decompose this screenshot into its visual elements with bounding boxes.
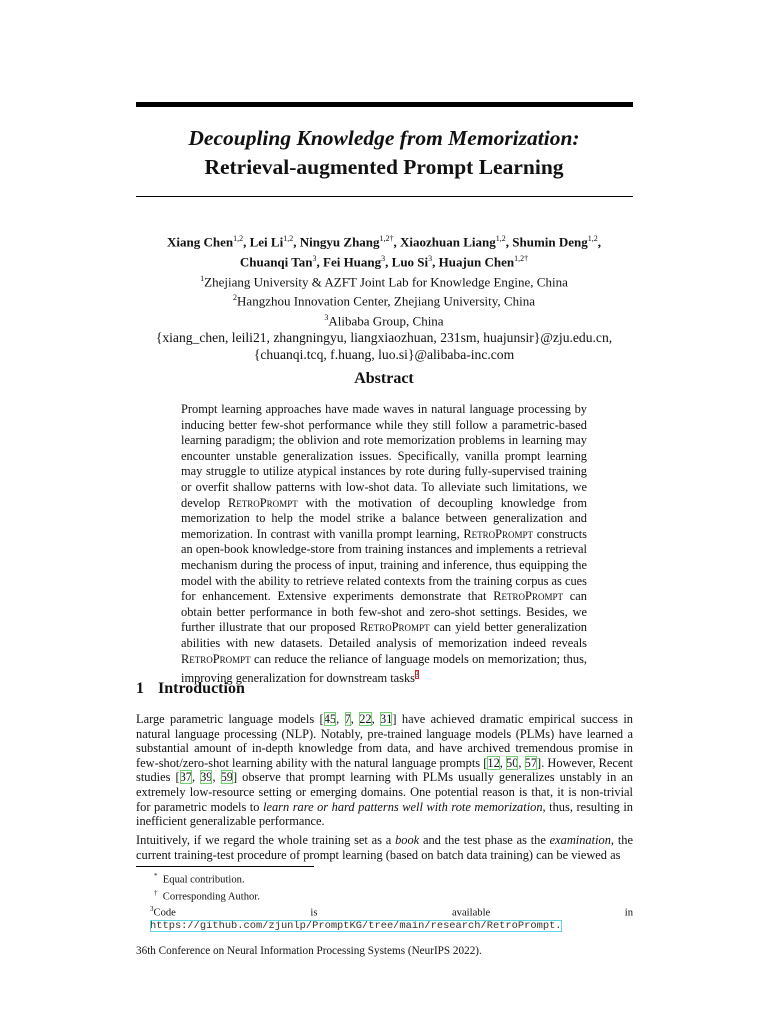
citation-link[interactable]: 37: [179, 770, 192, 785]
footnote-corresponding: † Corresponding Author.: [154, 888, 260, 903]
author-block: [0, 231, 768, 363]
section-title: Introduction: [158, 680, 245, 697]
abstract-heading: Abstract: [354, 370, 414, 387]
intro-paragraph-1: Large parametric language models [45, 7, 22, 31] have achieved dramatic empirical success in natural language processing (NLP). Notably, pre-trained language models (PLMs) have learned a substantial amount of in-depth knowledge from data, and have archived tremendous promise in few-shot/zero-shot learning ability with the natural language prompts [12, 50, 57]. However, Recent studies [37, 39, 59] observe that prompt learning with PLMs usually generalizes unstably in an extremely low-resource setting or emerging domains. One potential reason is that, it is non-trivial for parametric models to learn rare or hard patterns well with rote memorization, thus, resulting in inefficient generalizable performance.: [136, 712, 634, 829]
footnote-equal: * Equal contribution.: [154, 872, 245, 886]
section-heading: [136, 680, 245, 698]
citation-link[interactable]: 12: [487, 755, 500, 770]
author-name: Luo Si: [391, 254, 429, 270]
author-line-2: Chuanqi Tan$^3$, Fei Huang$^3$, Luo Si$^3$, Huajun Chen$^{1,2\dagger}$: [239, 253, 529, 270]
author-name: Xiaozhuan Liang: [400, 234, 496, 250]
method-name: RetroPrompt: [493, 589, 563, 604]
author-name: Chuanqi Tan: [239, 254, 313, 270]
author-line-1: Xiang Chen$^{1,2}$, Lei Li$^{1,2}$, Ningyu Zhang$^{1,2\dagger}$, Xiaozhuan Liang$^{1,2}$, Shumin Deng$^{1,2}$,: [166, 234, 602, 250]
method-name: RetroPrompt: [359, 620, 430, 635]
method-name: RetroPrompt: [228, 495, 298, 510]
citation-link[interactable]: 59: [220, 770, 233, 785]
code-link[interactable]: https://github.com/zjunlp/PromptKG/tree/main/research/RetroPrompt.: [150, 920, 562, 933]
citation-link[interactable]: 57: [524, 755, 538, 770]
email-line-1: {xiang_chen, leili21, zhangningyu, liangxiaozhuan, 231sm, huajunsir}@zju.edu.cn,: [155, 330, 613, 346]
top-rule: [136, 102, 633, 107]
author-name: Huajun Chen: [438, 254, 515, 270]
title-line-1: Decoupling Knowledge from Memorization:: [188, 126, 580, 150]
title-rule: [136, 196, 633, 197]
intro-paragraph-2: Intuitively, if we regard the whole training set as a book and the test phase as the examination, the current training-test procedure of prompt learning (based on batch data training) can be viewed as: [136, 833, 633, 862]
citation-link[interactable]: 22: [359, 712, 372, 726]
venue-line: 36th Conference on Neural Information Processing Systems (NeurIPS 2022).: [136, 945, 482, 957]
author-name: Ningyu Zhang: [299, 234, 380, 250]
author-name: Fei Huang: [323, 254, 382, 270]
paper-title: [0, 124, 768, 182]
abstract-body: Prompt learning approaches have made waves in natural language processing by inducing better few-shot performance while they still follow a parametric-based learning paradigm; the oblivion and rote memorization problems in learning may encounter unstable generalization issues. Specifically, vanilla prompt learning may struggle to utilize atypical instances by rote during fully-supervised training or overfit shallow patterns with low-shot data. To alleviate such limitations, we develop RetroPrompt with the motivation of decoupling knowledge from memorization to help the model strike a balance between generalization and memorization. In contrast with vanilla prompt learning, RetroPrompt constructs an open-book knowledge-store from training instances and implements a retrieval mechanism during the process of input, training and inference, thus equipping the model with the ability to retrieve related contexts from the training corpus as cues for enhancement. Extensive experiments demonstrate that RetroPrompt can obtain better performance in both few-shot and zero-shot settings. Besides, we further illustrate that our proposed RetroPrompt can yield better generalization abilities with new datasets. Detailed analysis of memorization indeed reveals RetroPrompt can reduce the reliance of language models on memorization; thus, improving generalization for downstream tasks$^3$: [181, 402, 587, 686]
affiliation-2: $^2$Hangzhou Innovation Center, Zhejiang University, China: [233, 293, 535, 309]
footnote-code: $^3$Code is available in https://github.com/zjunlp/PromptKG/tree/main/research/RetroPrompt.: [150, 905, 633, 933]
method-name: RetroPrompt: [181, 651, 251, 666]
footnotes: [136, 870, 633, 932]
title-line-2: Retrieval-augmented Prompt Learning: [204, 155, 564, 179]
citation-link[interactable]: 7: [344, 712, 351, 726]
footnote-rule: [136, 866, 314, 867]
citation-link[interactable]: 31: [380, 712, 393, 726]
affiliation-1: $^1$Zhejiang University & AZFT Joint Lab for Knowledge Engine, China: [200, 273, 568, 289]
email-line-2: {chuanqi.tcq, f.huang, luo.si}@alibaba-inc.com: [253, 346, 515, 362]
footnote-link[interactable]: 3: [414, 670, 419, 680]
citation-link[interactable]: 50: [506, 755, 519, 770]
affiliation-3: $^3$Alibaba Group, China: [324, 313, 444, 329]
citation-link[interactable]: 39: [200, 770, 213, 785]
author-name: Shumin Deng: [512, 234, 588, 250]
citation-link[interactable]: 45: [323, 712, 337, 726]
method-name: RetroPrompt: [463, 526, 534, 541]
author-name: Lei Li: [249, 234, 284, 250]
section-number: 1: [136, 680, 144, 697]
author-name: Xiang Chen: [166, 234, 234, 250]
